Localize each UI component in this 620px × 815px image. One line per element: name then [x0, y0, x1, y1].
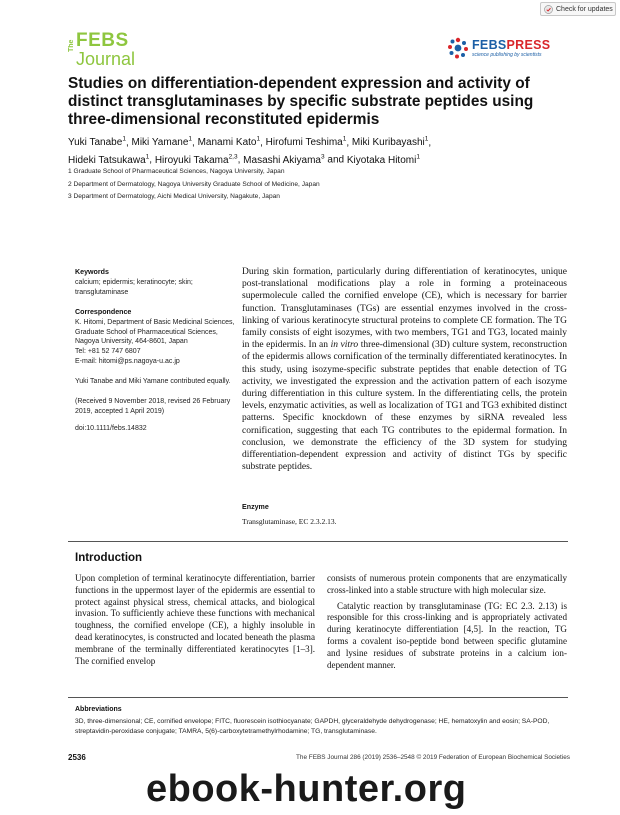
correspondence-email[interactable]: E-mail: hitomi@ps.nagoya-u.ac.jp	[75, 358, 180, 366]
journal-logo-journal: Journal	[76, 49, 136, 69]
introduction-right-column	[327, 573, 567, 671]
affiliation-item: 2 Department of Dermatology, Nagoya University Graduate School of Medicine, Japan	[68, 180, 320, 188]
equal-contribution-note: Yuki Tanabe and Miki Yamane contributed equally.	[75, 378, 231, 386]
author-affiliation-marker: 1	[145, 153, 150, 161]
enzyme-heading: Enzyme	[242, 503, 269, 511]
abstract	[242, 266, 567, 473]
article-title: Studies on differentiation-dependent expression and activity of distinct transglutaminases by specific substrate peptides using three-dimensional reconstituted epidermis	[68, 75, 534, 128]
correspondence-address: K. Hitomi, Department of Basic Medicinal Sciences, Graduate School of Pharmaceutical Sciences, Nagoya University, 464-8601, Japan	[75, 318, 235, 346]
author-name: Yuki Tanabe$^1$	[68, 136, 126, 149]
febs-press-tagline: science publishing by scientists	[472, 52, 542, 58]
author-name: Manami Kato$^1$	[197, 136, 261, 149]
introduction-paragraph: Catalytic reaction by transglutaminase (TG: EC 2.3. 2.13) is responsible for this cross-linking and is appropriately activated during keratinocyte differentiation [4,5]. In the reaction, TG forms a covalent iso-peptide bond between specific glutamine and lysine residues of substrate proteins in a calcium ion-dependent manner.	[327, 600, 567, 670]
article-sidebar	[75, 268, 235, 434]
author-name: Masashi Akiyama$^3$	[243, 153, 325, 166]
keywords-text: calcium; epidermis; keratinocyte; skin; transglutaminase	[75, 278, 193, 296]
doi-link[interactable]: doi:10.1111/febs.14832	[75, 424, 147, 432]
journal-logo-febs: FEBS	[76, 30, 129, 51]
febs-press-name	[472, 38, 550, 52]
footer-citation: The FEBS Journal 286 (2019) 2536–2548 © 2019 Federation of European Biochemical Societies	[296, 754, 570, 761]
keywords-heading: Keywords	[75, 268, 109, 276]
author-affiliation-marker: 2,3	[228, 153, 238, 161]
check-for-updates-label: Check for updates	[556, 5, 613, 13]
author-name: Kiyotaka Hitomi$^1$	[346, 153, 420, 166]
author-name: Hiroyuki Takama$^{2,3}$	[154, 153, 238, 166]
check-for-updates-button[interactable]	[540, 2, 616, 16]
author-name: Miki Yamane$^1$	[131, 136, 192, 149]
author-affiliation-marker: 1	[188, 136, 192, 143]
author-name: Hirofumi Teshima$^1$	[265, 136, 347, 149]
correspondence-heading: Correspondence	[75, 307, 132, 316]
journal-logo-the: The	[68, 39, 75, 52]
author-name: Hideki Tatsukawa$^1$	[68, 153, 150, 166]
febs-press-dots-icon	[447, 37, 469, 59]
abbreviations-text: 3D, three-dimensional; CE, cornified envelope; FITC, fluorescein isothiocyanate; GAPDH, glyceraldehyde dehydrogenase; HE, hematoxylin and eosin; SA-POD, streptavidin-peroxidase conjugate; TAMRA, 5(6)-carboxytetramethylrhodamine; TG, transglutaminase.	[75, 718, 550, 735]
watermark: ebook-hunter.org	[146, 768, 467, 810]
introduction-paragraph: Upon completion of terminal keratinocyte differentiation, barrier functions in the uppermost layer of the epidermis are essential to protect against physical stress, chemical attacks, and biological invasion. To sufficiently achieve these functions with mechanical toughness, the cornified envelope (CE), a highly insoluble in dead keratinocytes, is constructed and located beneath the plasma membrane of the terminally differentiated keratinocytes [1–3]. The cornified envelop	[75, 573, 315, 666]
update-badge-icon	[544, 5, 553, 14]
author-affiliation-marker: 1	[424, 136, 429, 143]
affiliation-list	[68, 166, 568, 204]
febs-press-name-part1: FEBS	[472, 38, 507, 52]
introduction-paragraph: consists of numerous protein components that are enzymatically cross-linked into a stable structure with high molecular size.	[327, 573, 567, 595]
section-divider	[68, 541, 568, 542]
author-affiliation-marker: 1	[416, 153, 420, 161]
author-affiliation-marker: 1	[122, 136, 126, 143]
abbreviations-heading: Abbreviations	[75, 706, 122, 713]
affiliation-item: 1 Graduate School of Pharmaceutical Sciences, Nagoya University, Japan	[68, 168, 285, 175]
correspondence-tel: Tel: +81 52 747 6807	[75, 348, 141, 356]
abstract-italic: in vitro	[330, 340, 359, 351]
introduction-heading: Introduction	[75, 552, 143, 564]
febs-press-logo	[447, 37, 559, 63]
abbreviations-divider	[68, 697, 568, 698]
abstract-part1: During skin formation, particularly during differentiation of keratinocytes, unique post-translational modifications play a role in forming a proteinaceous supermolecule called the cornified envelope (CE), which is necessary for barrier function. Transglutaminases (TGs) are essential enzymes involved in the cross-linking of various keratinocyte structural proteins to complete CE formation. The TG family consists of eight isozymes, with two members, TG1 and TG3, located mainly in the epidermis. In an	[242, 267, 567, 351]
enzyme-value: Transglutaminase, EC 2.3.2.13.	[242, 517, 337, 526]
author-affiliation-marker: 1	[342, 136, 347, 143]
febs-press-name-part2: PRESS	[506, 38, 551, 52]
author-name: Miki Kuribayashi$^1$	[351, 136, 429, 149]
received-dates: (Received 9 November 2018, revised 26 February 2019, accepted 1 April 2019)	[75, 398, 231, 415]
author-affiliation-marker: 1	[256, 136, 261, 143]
page-number: 2536	[68, 753, 86, 762]
affiliation-item: 3 Department of Dermatology, Aichi Medical University, Nagakute, Japan	[68, 193, 280, 201]
abstract-part2: three-dimensional (3D) culture system, reconstruction of the epidermis allows cornification of the terminally differentiated keratinocytes. In this study, using isozyme-specific substrate peptides that enable detection of TG activity, we investigated the expression and the activation pattern of each isozyme during differentiation in this culture system. In the differentiating cells, the protein levels, enzymatic activities, as well as localization of TG1 and TG3 exhibited distinct patterns. Specific knockdown of these enzymes by siRNA revealed less cornification, suggesting that each TG contributes to the epidermal formation. In conclusion, we demonstrate the efficiency of the 3D system for studying differentiation-dependent expression and activity of distinct TGs by specific substrate peptides.	[242, 340, 568, 473]
author-list: Yuki Tanabe$^1$, Miki Yamane$^1$, Manami Kato$^1$, Hirofumi Teshima$^1$, Miki Kuribayashi$^1$, Hideki Tatsukawa$^1$, Hiroyuki Takama$^{2,3}$, Masashi Akiyama$^3$ and Kiyotaka Hitomi$^1$	[68, 136, 432, 166]
author-affiliation-marker: 3	[320, 153, 325, 161]
introduction-left-column	[75, 573, 315, 667]
febs-journal-logo	[68, 30, 136, 72]
